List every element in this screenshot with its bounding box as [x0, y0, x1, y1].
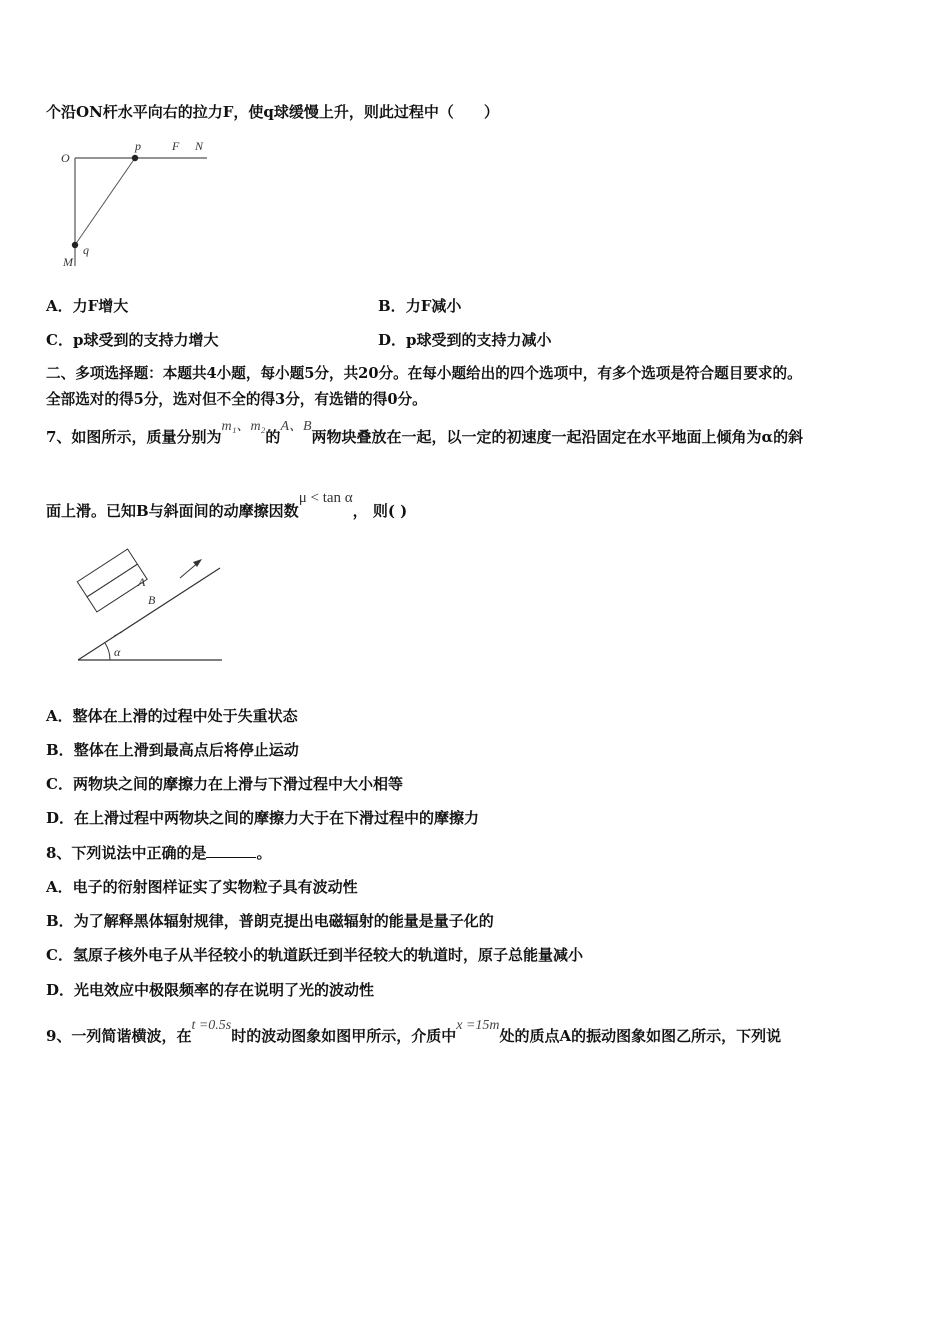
- q6-figure: [55, 138, 215, 273]
- q8-option-d: D．光电效应中极限频率的存在说明了光的波动性: [46, 981, 375, 999]
- q6-option-a: A．力F增大: [46, 297, 129, 315]
- q6-stem: 个沿ON杆水平向右的拉力F，使q球缓慢上升，则此过程中（ ）: [46, 103, 499, 121]
- q6-option-c: C．p球受到的支持力增大: [46, 331, 219, 349]
- label-b: B: [148, 593, 156, 607]
- q8-option-c: C．氢原子核外电子从半径较小的轨道跃迁到半径较大的轨道时，原子总能量减小: [46, 946, 583, 964]
- section2-line2: 全部选对的得5分，选对但不全的得3分，有选错的得0分。: [46, 391, 427, 408]
- q8-stem: 8、下列说法中正确的是 。: [46, 844, 272, 862]
- answer-blank: [206, 843, 256, 858]
- label-a: A: [138, 575, 146, 589]
- q7-stem-line1: 7、如图所示，质量分别为m₁、m₂的A、B两物块叠放在一起，以一定的初速度一起沿固定在水平地面上倾角为α的斜: [46, 419, 804, 446]
- section2-line1: 二、多项选择题：本题共4小题，每小题5分，共20分。在每小题给出的四个选项中，有多个选项是符合题目要求的。: [46, 365, 802, 382]
- q7-option-c: C．两物块之间的摩擦力在上滑与下滑过程中大小相等: [46, 775, 403, 793]
- q7-option-d: D．在上滑过程中两物块之间的摩擦力大于在下滑过程中的摩擦力: [46, 809, 480, 827]
- q7-figure: [70, 548, 230, 666]
- q6-option-b: B．力F减小: [378, 297, 462, 315]
- label-alpha: α: [114, 645, 121, 659]
- label-m: M: [63, 255, 73, 269]
- q9-stem: 9、一列简谐横波，在t =0.5s时的波动图象如图甲所示，介质中x =15m处的质点A的振动图象如图乙所示，下列说: [46, 1018, 782, 1045]
- q7-option-a: A．整体在上滑的过程中处于失重状态: [46, 707, 298, 725]
- q6-option-d: D．p球受到的支持力减小: [378, 331, 552, 349]
- label-p: p: [135, 139, 141, 153]
- label-n: N: [195, 139, 204, 153]
- label-o: O: [61, 151, 70, 165]
- q8-option-a: A．电子的衍射图样证实了实物粒子具有波动性: [46, 878, 358, 896]
- q7-option-b: B．整体在上滑到最高点后将停止运动: [46, 741, 299, 759]
- label-f: F: [172, 139, 180, 153]
- q8-option-b: B．为了解释黑体辐射规律，普朗克提出电磁辐射的能量是量子化的: [46, 912, 494, 930]
- q7-stem-line2: 面上滑。已知B与斜面间的动摩擦因数μ < tan α， 则( ): [46, 490, 408, 520]
- label-q: q: [83, 243, 89, 257]
